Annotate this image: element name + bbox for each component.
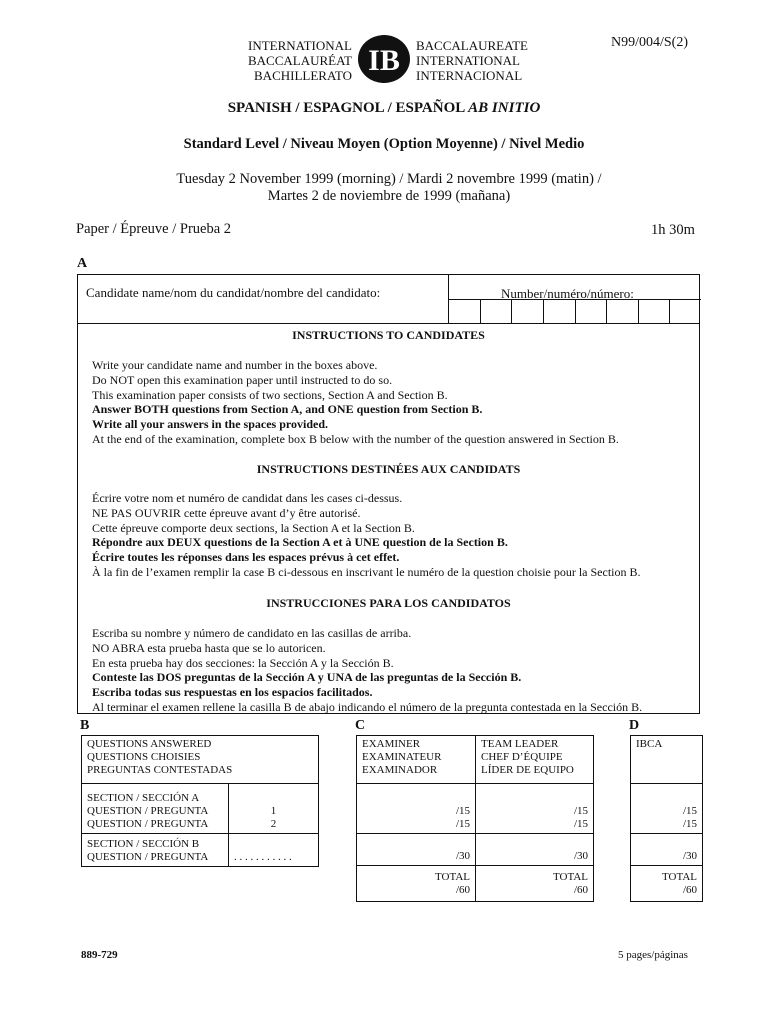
number-cell[interactable] <box>639 300 671 324</box>
number-cell[interactable] <box>449 300 481 324</box>
box-b-table <box>81 735 319 867</box>
subject-title <box>0 100 768 117</box>
question-label: QUESTION / PREGUNTA <box>87 818 209 830</box>
section-a-label <box>82 784 229 834</box>
total-label: TOTAL <box>662 870 697 883</box>
number-cell[interactable] <box>670 300 701 324</box>
mark: /30 <box>573 850 588 862</box>
org-line: BACCALAURÉAT <box>247 53 352 68</box>
mark: /15 <box>455 818 470 830</box>
instruction-line: At the end of the examination, complete box B below with the number of the question answered in Section B. <box>92 431 619 446</box>
box-c-letter: C <box>355 718 366 733</box>
question-label: QUESTION / PREGUNTA <box>87 851 209 863</box>
mark: /15 <box>573 818 588 830</box>
section-b-label <box>82 834 229 867</box>
instruction-line: Al terminar el examen rellene la casilla B de abajo indicando el número de la pregunta contestada en la Sección B. <box>92 699 643 714</box>
instructions-en <box>92 358 619 447</box>
date-line-2: Martes 2 de noviembre de 1999 (mañana) <box>267 188 511 204</box>
team-leader-header <box>476 736 594 784</box>
question-label: QUESTION / PREGUNTA <box>87 805 209 817</box>
box-c-table <box>356 735 594 902</box>
header-line: QUESTIONS CHOISIES <box>87 751 201 763</box>
org-line: BACCALAUREATE <box>416 38 528 53</box>
section-a-title: SECTION / SECCIÓN A <box>87 792 200 804</box>
candidate-number-area <box>448 275 701 323</box>
team-leader-total[interactable] <box>476 866 594 902</box>
instruction-line: Cette épreuve comporte deux sections, la Section A et la Section B. <box>92 520 415 535</box>
mark: /15 <box>682 805 697 817</box>
box-a <box>77 274 700 714</box>
header-line: EXAMINER <box>362 738 421 750</box>
mark: /60 <box>455 883 470 896</box>
section-b-title: SECTION / SECCIÓN B <box>87 838 200 850</box>
instruction-line: Escriba todas sus respuestas en los espacios facilitados. <box>92 685 373 700</box>
org-line: INTERNACIONAL <box>416 68 523 83</box>
org-line: INTERNATIONAL <box>416 53 520 68</box>
instruction-line: Do NOT open this examination paper until instructed to do so. <box>92 372 393 387</box>
number-cell[interactable] <box>607 300 639 324</box>
candidate-number-cells <box>449 299 701 324</box>
footer-code: 889-729 <box>81 949 118 961</box>
instructions-es <box>92 626 642 715</box>
paper-code: N99/004/S(2) <box>611 35 688 50</box>
instruction-line: Escriba su nombre y número de candidato en las casillas de arriba. <box>92 626 412 640</box>
instruction-line: En esta prueba hay dos secciones: la Sección A y la Sección B. <box>92 655 394 670</box>
mark: /15 <box>573 805 588 817</box>
team-leader-marks-b[interactable] <box>476 834 594 866</box>
examiner-total[interactable] <box>357 866 476 902</box>
section-b-question-entry[interactable] <box>229 834 319 867</box>
mark: /15 <box>455 805 470 817</box>
header-line: EXAMINATEUR <box>362 751 442 763</box>
date-line-1: Tuesday 2 November 1999 (morning) / Mardi 2 novembre 1999 (matin) / <box>176 171 602 187</box>
mark: /30 <box>455 850 470 862</box>
box-d-table <box>630 735 703 902</box>
entry-dots: . . . . . . . . . . . <box>234 851 292 863</box>
instruction-line: Write your candidate name and number in the boxes above. <box>92 358 378 372</box>
number-cell[interactable] <box>576 300 608 324</box>
instruction-line: NO ABRA esta prueba hasta que se lo autoricen. <box>92 640 326 655</box>
examiner-marks-a[interactable] <box>357 784 476 834</box>
number-cell[interactable] <box>544 300 576 324</box>
footer-pages: 5 pages/páginas <box>618 949 688 961</box>
ibca-label: IBCA <box>636 738 663 750</box>
mark: /60 <box>682 883 697 896</box>
instruction-line: Écrire votre nom et numéro de candidat dans les cases ci-dessus. <box>92 491 403 505</box>
instruction-line: Answer BOTH questions from Section A, and ONE question from Section B. <box>92 402 483 417</box>
exam-date <box>0 171 768 205</box>
question-1: 1 <box>270 805 277 817</box>
logo-text: IB <box>368 44 400 77</box>
instruction-line: À la fin de l’examen remplir la case B ci-dessous en inscrivant le numéro de la question choisie pour la Section B. <box>92 564 641 579</box>
ibca-header <box>631 736 703 784</box>
instruction-line: Écrire toutes les réponses dans les espaces prévus à cet effet. <box>92 550 400 565</box>
total-label: TOTAL <box>553 870 588 883</box>
examiner-header <box>357 736 476 784</box>
question-2: 2 <box>270 818 277 830</box>
instruction-line: NE PAS OUVRIR cette épreuve avant d’y être autorisé. <box>92 505 361 520</box>
org-name-left <box>226 38 352 83</box>
box-b-letter: B <box>80 718 90 733</box>
header-line: LÍDER DE EQUIPO <box>481 764 574 776</box>
org-name-right <box>416 38 556 83</box>
instructions-fr-title: INSTRUCTIONS DESTINÉES AUX CANDIDATS <box>256 462 521 476</box>
duration: 1h 30m <box>651 222 695 238</box>
paper-label: Paper / Épreuve / Prueba 2 <box>76 221 232 237</box>
instructions-es-title: INSTRUCCIONES PARA LOS CANDIDATOS <box>266 596 511 610</box>
ibca-marks-a[interactable] <box>631 784 703 834</box>
section-a-questions <box>229 784 319 834</box>
team-leader-marks-a[interactable] <box>476 784 594 834</box>
total-label: TOTAL <box>435 870 470 883</box>
org-line: INTERNATIONAL <box>248 38 352 53</box>
instructions-fr <box>92 491 641 580</box>
instructions-en-title: INSTRUCTIONS TO CANDIDATES <box>292 328 485 342</box>
header-line: TEAM LEADER <box>481 738 559 750</box>
examiner-marks-b[interactable] <box>357 834 476 866</box>
box-d-letter: D <box>629 718 640 733</box>
level-title: Standard Level / Niveau Moyen (Option Moyenne) / Nivel Medio <box>183 136 585 152</box>
header-line: QUESTIONS ANSWERED <box>87 738 212 750</box>
subject-italic: AB INITIO <box>468 100 541 116</box>
instruction-line: Répondre aux DEUX questions de la Section A et à UNE question de la Section B. <box>92 535 508 550</box>
candidate-number-label: Number/numéro/número: <box>501 286 634 301</box>
instruction-line: Write all your answers in the spaces provided. <box>92 417 329 432</box>
mark: /15 <box>682 818 697 830</box>
questions-answered-header <box>82 736 319 784</box>
header-line: CHEF D’ÉQUIPE <box>481 751 563 763</box>
org-line: BACHILLERATO <box>254 68 352 83</box>
header-line: PREGUNTAS CONTESTADAS <box>87 764 233 776</box>
ib-logo <box>356 34 412 84</box>
ibca-total[interactable] <box>631 866 703 902</box>
number-cell[interactable] <box>481 300 513 324</box>
mark: /60 <box>573 883 588 896</box>
box-a-letter: A <box>77 256 88 271</box>
mark: /30 <box>682 850 697 862</box>
candidate-name-label: Candidate name/nom du candidat/nombre del candidato: <box>86 285 381 300</box>
number-cell[interactable] <box>512 300 544 324</box>
header-line: EXAMINADOR <box>362 764 438 776</box>
instruction-line: This examination paper consists of two sections, Section A and Section B. <box>92 387 448 402</box>
ibca-marks-b[interactable] <box>631 834 703 866</box>
candidate-row <box>78 275 699 324</box>
subject-main: SPANISH / ESPAGNOL / ESPAÑOL <box>227 100 469 116</box>
instruction-line: Conteste las DOS preguntas de la Sección A y UNA de las preguntas de la Sección B. <box>92 670 522 685</box>
